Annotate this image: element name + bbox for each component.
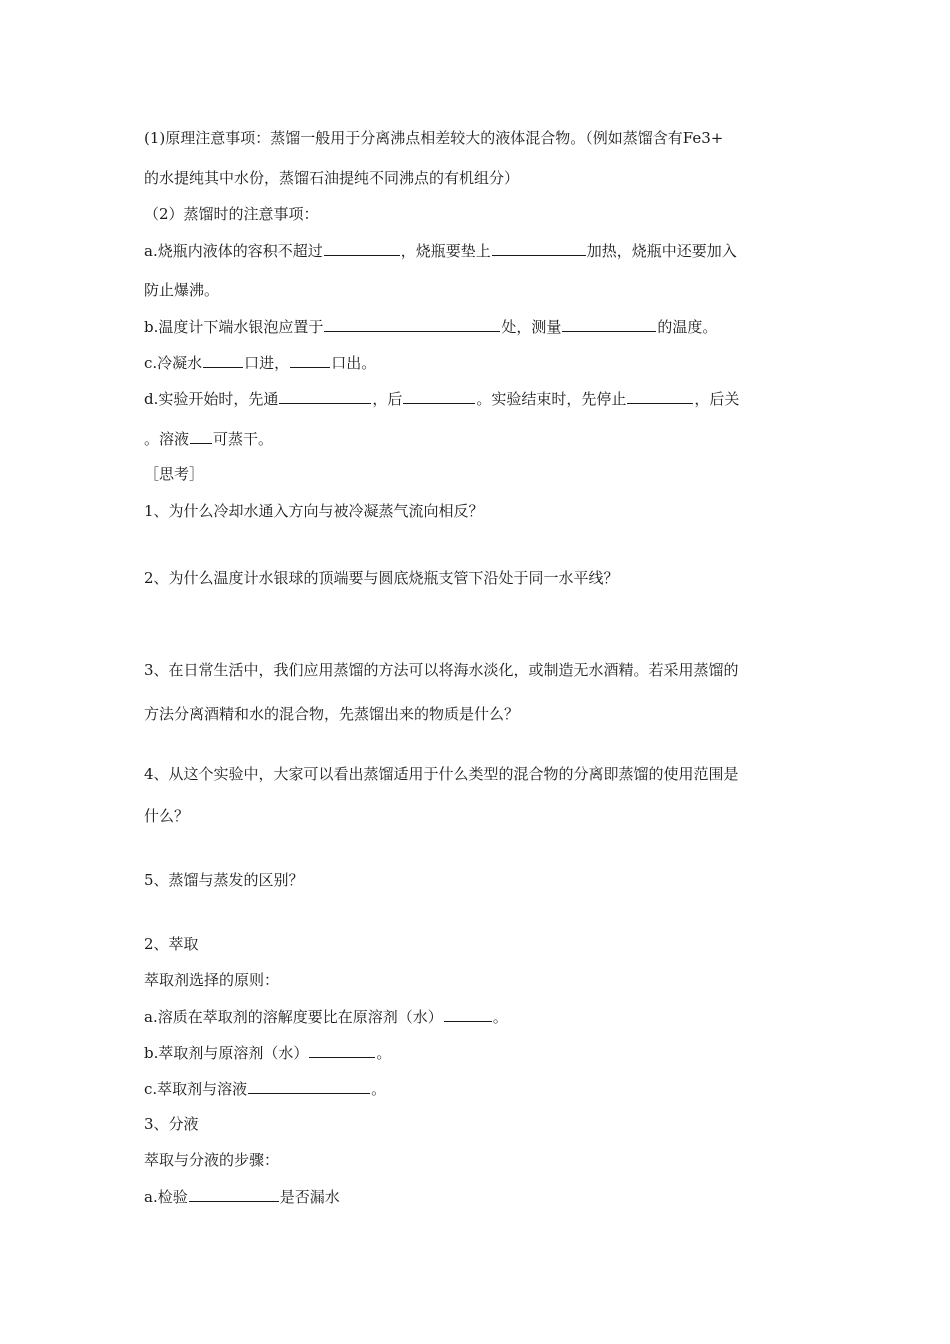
item-c-line: [144, 352, 824, 373]
item-d2-text-2: 可蒸干。: [213, 430, 274, 448]
item-d2-text-1: 。溶液: [144, 430, 190, 448]
item-d-text-4: ，后关: [694, 390, 740, 408]
item-a-text-2: ，烧瓶要垫上: [400, 242, 491, 260]
separation-a-text-2: 是否漏水: [279, 1188, 340, 1206]
precautions-heading: （2）蒸馏时的注意事项：: [144, 205, 319, 223]
blank-a-2: [492, 240, 586, 256]
blank-b-1: [324, 316, 500, 332]
blank-d-1: [279, 388, 371, 404]
extraction-item-c: [144, 1078, 824, 1099]
principle-line-2: 的水提纯其中水份，蒸馏石油提纯不同沸点的有机组分）: [144, 169, 520, 187]
item-d-line-2: [144, 428, 824, 449]
question-4-line-2: 什么？: [144, 807, 190, 825]
item-d-text-2: ，后: [372, 390, 403, 408]
extraction-a-text-1: a.溶质在萃取剂的溶解度要比在原溶剂（水）: [144, 1008, 443, 1026]
extraction-principle: 萃取剂选择的原则：: [144, 971, 280, 989]
item-d-text-1: d.实验开始时，先通: [144, 390, 279, 408]
question-4-line-1: 4、从这个实验中，大家可以看出蒸馏适用于什么类型的混合物的分离即蒸馏的使用范围是: [144, 765, 739, 783]
item-d-text-3: 。实验结束时，先停止: [476, 390, 627, 408]
item-b-text-3: 的温度。: [657, 318, 718, 336]
item-a-line-2: 防止爆沸。: [144, 281, 220, 299]
extraction-c-text-1: c.萃取剂与溶液: [144, 1080, 248, 1098]
separation-steps: 萃取与分液的步骤：: [144, 1151, 280, 1169]
extraction-item-a: [144, 1006, 824, 1027]
blank-d-4: [190, 428, 212, 444]
extraction-b-text-2: 。: [376, 1044, 392, 1062]
item-b-text-2: 处，测量: [501, 318, 562, 336]
principle-line-1: (1)原理注意事项：蒸馏一般用于分离沸点相差较大的液体混合物。（例如蒸馏含有Fe3+: [144, 129, 724, 147]
item-a-text-1: a.烧瓶内液体的容积不超过: [144, 242, 323, 260]
item-b-line: [144, 316, 824, 337]
blank-b-2: [562, 316, 656, 332]
item-a-line: [144, 240, 824, 261]
extraction-b-text-1: b.萃取剂与原溶剂（水）: [144, 1044, 309, 1062]
question-5: 5、蒸馏与蒸发的区别？: [144, 871, 304, 889]
separation-item-a: [144, 1186, 824, 1207]
item-d-line: [144, 388, 824, 409]
blank-ext-b: [309, 1042, 375, 1058]
separation-a-text-1: a.检验: [144, 1188, 188, 1206]
question-3-line-2: 方法分离酒精和水的混合物，先蒸馏出来的物质是什么？: [144, 705, 520, 723]
item-c-text-3: 口出。: [331, 354, 377, 372]
blank-ext-a: [444, 1006, 492, 1022]
blank-d-3: [627, 388, 693, 404]
separation-heading: 3、分液: [144, 1115, 199, 1133]
blank-c-1: [203, 352, 243, 368]
extraction-heading: 2、萃取: [144, 935, 199, 953]
blank-a-1: [324, 240, 400, 256]
blank-d-2: [403, 388, 475, 404]
thinking-heading: ［思考］: [144, 465, 205, 483]
extraction-c-text-2: 。: [371, 1080, 387, 1098]
extraction-item-b: [144, 1042, 824, 1063]
question-2: 2、为什么温度计水银球的顶端要与圆底烧瓶支管下沿处于同一水平线？: [144, 569, 619, 587]
question-3-line-1: 3、在日常生活中，我们应用蒸馏的方法可以将海水淡化，或制造无水酒精。若采用蒸馏的: [144, 661, 739, 679]
question-1: 1、为什么冷却水通入方向与被冷凝蒸气流向相反？: [144, 502, 484, 520]
blank-ext-c: [248, 1078, 370, 1094]
extraction-a-text-2: 。: [492, 1008, 508, 1026]
item-c-text-2: 口进，: [244, 354, 290, 372]
item-b-text-1: b.温度计下端水银泡应置于: [144, 318, 324, 336]
item-c-text-1: c.冷凝水: [144, 354, 203, 372]
item-a-text-3: 加热，烧瓶中还要加入: [586, 242, 737, 260]
blank-sep-a: [189, 1186, 279, 1202]
blank-c-2: [290, 352, 330, 368]
